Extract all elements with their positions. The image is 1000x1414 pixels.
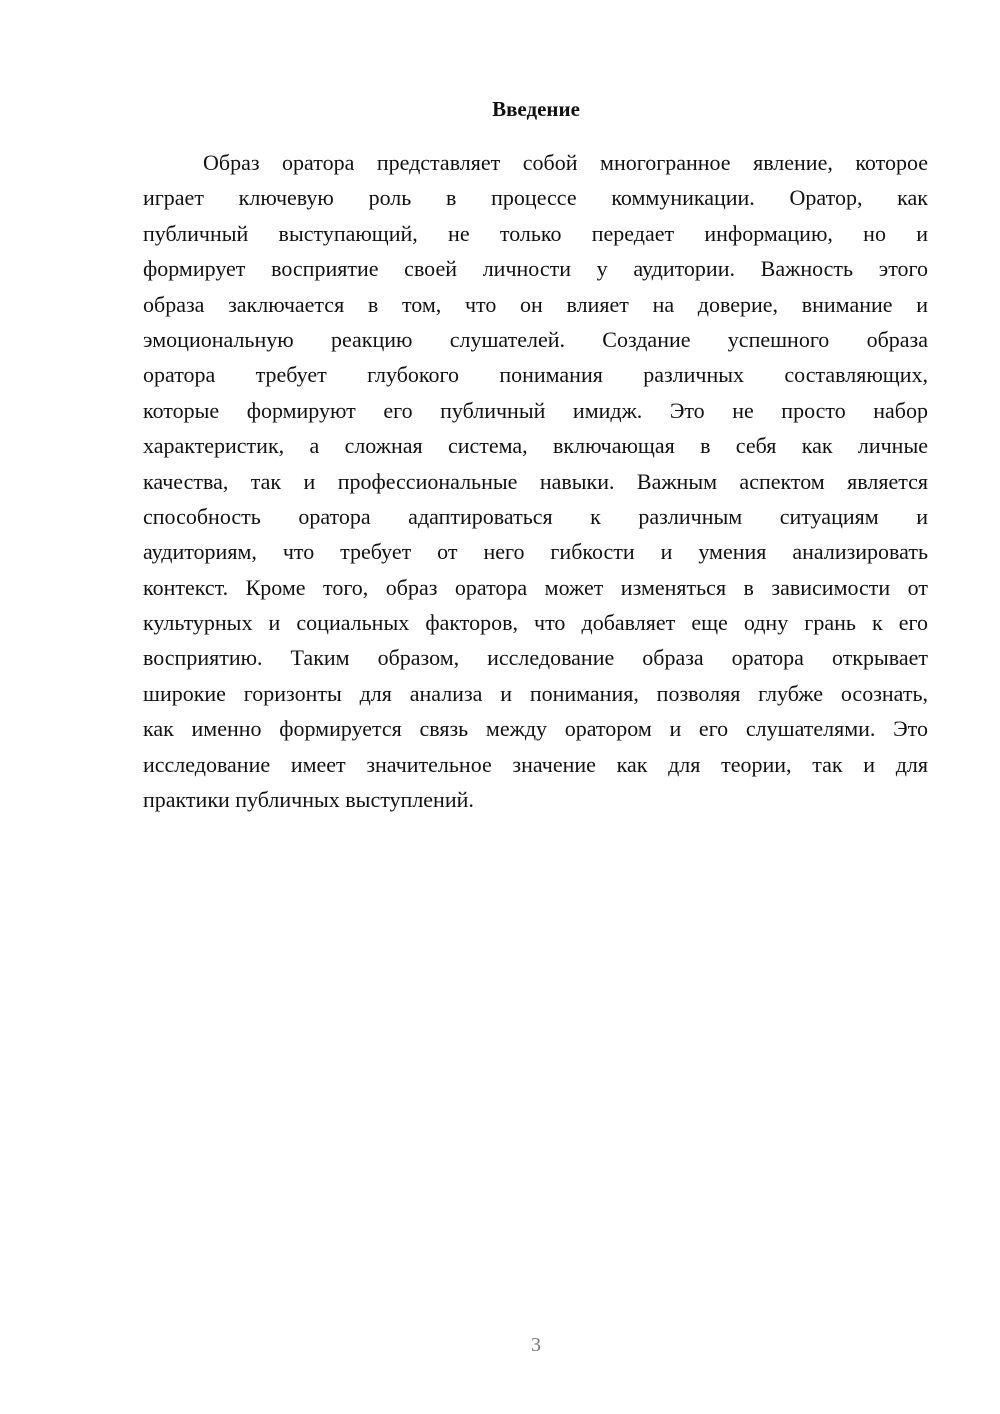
paragraph-line: способность оратора адаптироваться к различным ситуациям и: [143, 503, 928, 529]
paragraph-line: которые формируют его публичный имидж. Это не просто набор: [143, 397, 928, 423]
paragraph: [143, 145, 928, 817]
paragraph-line: оратора требует глубокого понимания различных составляющих,: [143, 362, 928, 388]
paragraph-line: культурных и социальных факторов, что добавляет еще одну грань к его: [143, 610, 928, 636]
paragraph-line: исследование имеет значительное значение как для теории, так и для: [143, 751, 928, 777]
page-number: 3: [531, 1334, 541, 1356]
paragraph-line: эмоциональную реакцию слушателей. Создание успешного образа: [143, 326, 928, 352]
paragraph-line: как именно формируется связь между оратором и его слушателями. Это: [143, 716, 928, 742]
paragraph-line: играет ключевую роль в процессе коммуникации. Оратор, как: [143, 185, 928, 211]
paragraph-line: характеристик, а сложная система, включающая в себя как личные: [143, 433, 928, 459]
section-title: Введение: [492, 97, 580, 121]
paragraph-line: формирует восприятие своей личности у аудитории. Важность этого: [143, 256, 928, 282]
paragraph-line: публичный выступающий, не только передает информацию, но и: [143, 220, 928, 246]
paragraph-line: аудиториям, что требует от него гибкости и умения анализировать: [143, 539, 928, 565]
paragraph-line: образа заключается в том, что он влияет на доверие, внимание и: [143, 291, 928, 317]
paragraph-line: восприятию. Таким образом, исследование образа оратора открывает: [143, 645, 928, 671]
paragraph-line: Образ оратора представляет собой многогранное явление, которое: [203, 150, 928, 175]
paragraph-line: практики публичных выступлений.: [143, 787, 474, 813]
paragraph-line: контекст. Кроме того, образ оратора может изменяться в зависимости от: [143, 574, 928, 600]
paragraph-line: широкие горизонты для анализа и понимания, позволяя глубже осознать,: [143, 680, 928, 706]
paragraph-line: качества, так и профессиональные навыки. Важным аспектом является: [143, 468, 928, 494]
